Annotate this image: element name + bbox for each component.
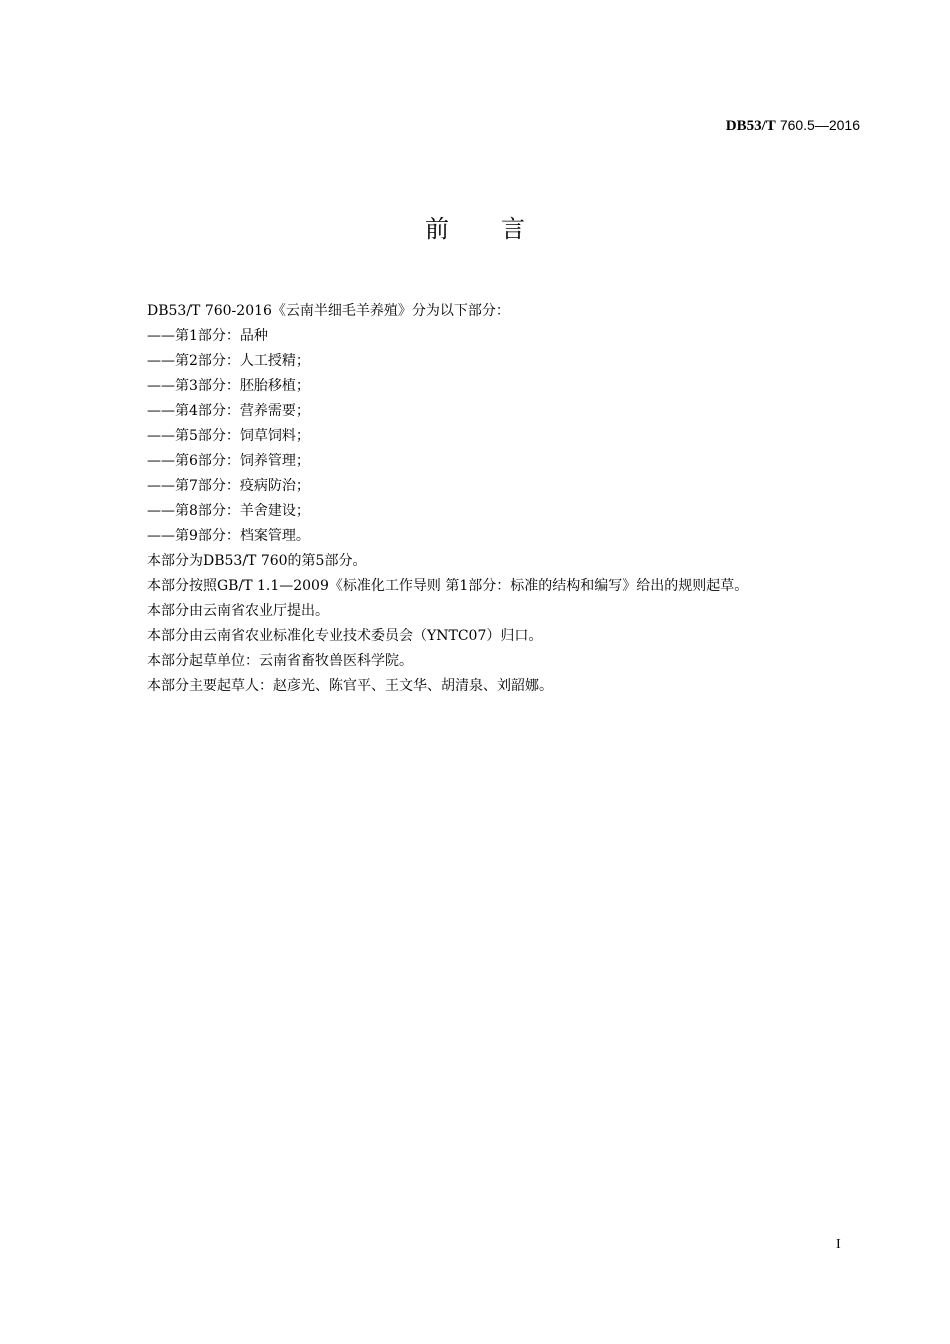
drafting-rule-statement: 本部分按照GB/T 1.1—2009《标准化工作导则 第1部分：标准的结构和编写》给出的规则起草。 xyxy=(147,578,749,594)
part-list-item: ——第1部分：品种 xyxy=(147,328,268,344)
part-list-item: ——第7部分：疫病防治； xyxy=(147,478,310,494)
standard-code-prefix: DB53/T xyxy=(725,118,776,134)
drafting-unit-statement: 本部分起草单位：云南省畜牧兽医科学院。 xyxy=(147,653,413,669)
page-number: I xyxy=(836,1237,841,1252)
part-list-item: ——第9部分：档案管理。 xyxy=(147,528,310,544)
part-statement: 本部分为DB53/T 760的第5部分。 xyxy=(147,553,367,569)
part-list-item: ——第4部分：营养需要； xyxy=(147,403,310,419)
standard-code-number: 760.5—2016 xyxy=(779,117,860,133)
part-list-item: ——第8部分：羊舍建设； xyxy=(147,503,310,519)
part-list-item: ——第2部分：人工授精； xyxy=(147,353,310,369)
proposer-statement: 本部分由云南省农业厅提出。 xyxy=(147,603,329,619)
drafters-statement: 本部分主要起草人：赵彦光、陈官平、王文华、胡清泉、刘韶娜。 xyxy=(147,678,553,694)
intro-line: DB53/T 760-2016《云南半细毛羊养殖》分为以下部分： xyxy=(147,303,510,319)
committee-statement: 本部分由云南省农业标准化专业技术委员会（YNTC07）归口。 xyxy=(147,628,543,644)
standard-code xyxy=(726,115,860,136)
page-title: 前言 xyxy=(425,215,577,243)
part-list-item: ——第6部分：饲养管理； xyxy=(147,453,310,469)
part-list-item: ——第5部分：饲草饲料； xyxy=(147,428,310,444)
part-list-item: ——第3部分：胚胎移植； xyxy=(147,378,310,394)
foreword-body xyxy=(147,299,867,699)
